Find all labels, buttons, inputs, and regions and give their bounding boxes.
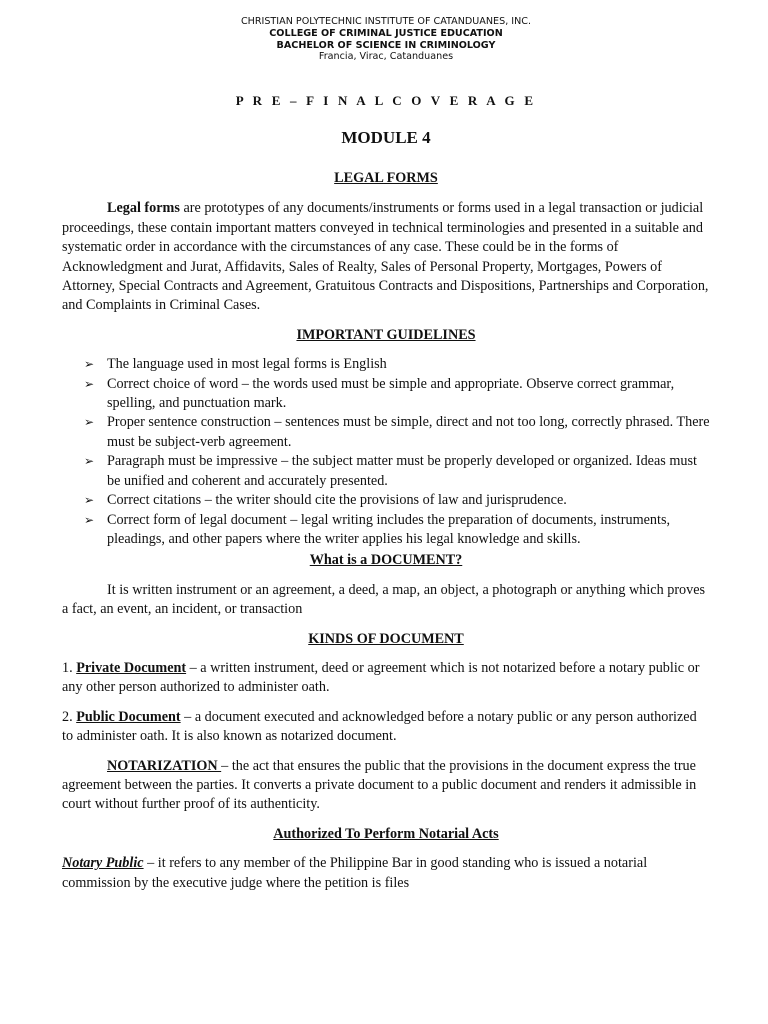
private-document-term: Private Document [76, 659, 187, 676]
list-item: ➢ Paragraph must be impressive – the subject matter must be properly developed or organized. Ideas must be unified and coherent and accurately presented. [84, 453, 697, 489]
legal-forms-paragraph [62, 199, 710, 315]
notarization-term: NOTARIZATION [107, 757, 222, 774]
guidelines-list [62, 355, 710, 549]
arrow-bullet-icon: ➢ [84, 357, 95, 372]
private-document-paragraph: 1. Private Document – a written instrument, deed or agreement which is not notarized before a notary public or any other person authorized to administer oath. [62, 659, 700, 696]
guidelines-heading: IMPORTANT GUIDELINES [296, 326, 476, 343]
list-item: ➢ Proper sentence construction – sentences must be simple, direct and not too long, correctly phrased. There must be subject-verb agreement. [84, 414, 710, 450]
list-item: ➢ Correct citations – the writer should cite the provisions of law and jurisprudence. [62, 491, 710, 510]
institute-name: CHRISTIAN POLYTECHNIC INSTITUTE OF CATANDUANES, INC. [240, 16, 532, 27]
list-item: ➢ Correct choice of word – the words used must be simple and appropriate. Observe correct grammar, spelling, and punctuation mark. [84, 375, 675, 412]
document-heading: What is a DOCUMENT? [309, 552, 463, 569]
arrow-bullet-icon: ➢ [84, 376, 95, 391]
arrow-bullet-icon: ➢ [84, 493, 95, 508]
coverage-title: P R E – F I N A L C O V E R A G E [235, 93, 537, 109]
kinds-heading: KINDS OF DOCUMENT [308, 630, 464, 647]
list-item: ➢ Correct form of legal document – legal writing includes the preparation of documents, instruments, pleadings, and other papers where the writer applies his legal knowledge and skills. [84, 511, 671, 547]
arrow-bullet-icon: ➢ [84, 454, 95, 469]
legal-forms-text: are prototypes of any documents/instruments or forms used in a legal transaction or judicial proceedings, these contain important matters conveyed in technical terminologies and presented in a suitable and systematic order in accordance with the circumstances of any case. These could be in the forms of Acknowledgment and Jurat, Affidavits, Sales of Realty, Sales of Personal Property, Mortgages, Powers of Attorney, Special Contracts and Agreement, Gratuitous Contracts and Dispositions, Partnerships and Corporation, and Complaints in Criminal Cases. [62, 200, 709, 314]
institution-header [62, 16, 710, 63]
document-page [62, 16, 710, 893]
authorized-heading: Authorized To Perform Notarial Acts [273, 825, 499, 842]
document-paragraph: It is written instrument or an agreement, a deed, a map, an object, a photograph or anything which proves a fact, an event, an incident, or transaction [62, 581, 706, 618]
public-document-term: Public Document [76, 708, 181, 725]
notary-public-paragraph: Notary Public – it refers to any member of the Philippine Bar in good standing who is issued a notarial commission by the executive judge where the petition is files [62, 855, 648, 891]
module-title: MODULE 4 [341, 127, 431, 147]
institute-address: Francia, Virac, Catanduanes [318, 51, 454, 63]
list-item: ➢ The language used in most legal forms is English [62, 355, 710, 374]
college-name: COLLEGE OF CRIMINAL JUSTICE EDUCATION [269, 27, 503, 39]
public-document-paragraph: 2. Public Document – a document executed and acknowledged before a notary public or any person authorized to administer oath. It is also known as notarized document. [62, 708, 697, 745]
notarization-paragraph: NOTARIZATION – the act that ensures the public that the provisions in the document express the true agreement between the parties. It converts a private document to a public document and renders it admissible in court without further proof of its authenticity. [62, 757, 697, 813]
program-name: BACHELOR OF SCIENCE IN CRIMINOLOGY [276, 39, 496, 51]
arrow-bullet-icon: ➢ [84, 512, 95, 527]
legal-forms-term: Legal forms [107, 200, 180, 217]
legal-forms-heading: LEGAL FORMS [334, 170, 438, 186]
notary-public-term: Notary Public [62, 855, 144, 872]
arrow-bullet-icon: ➢ [84, 415, 95, 430]
